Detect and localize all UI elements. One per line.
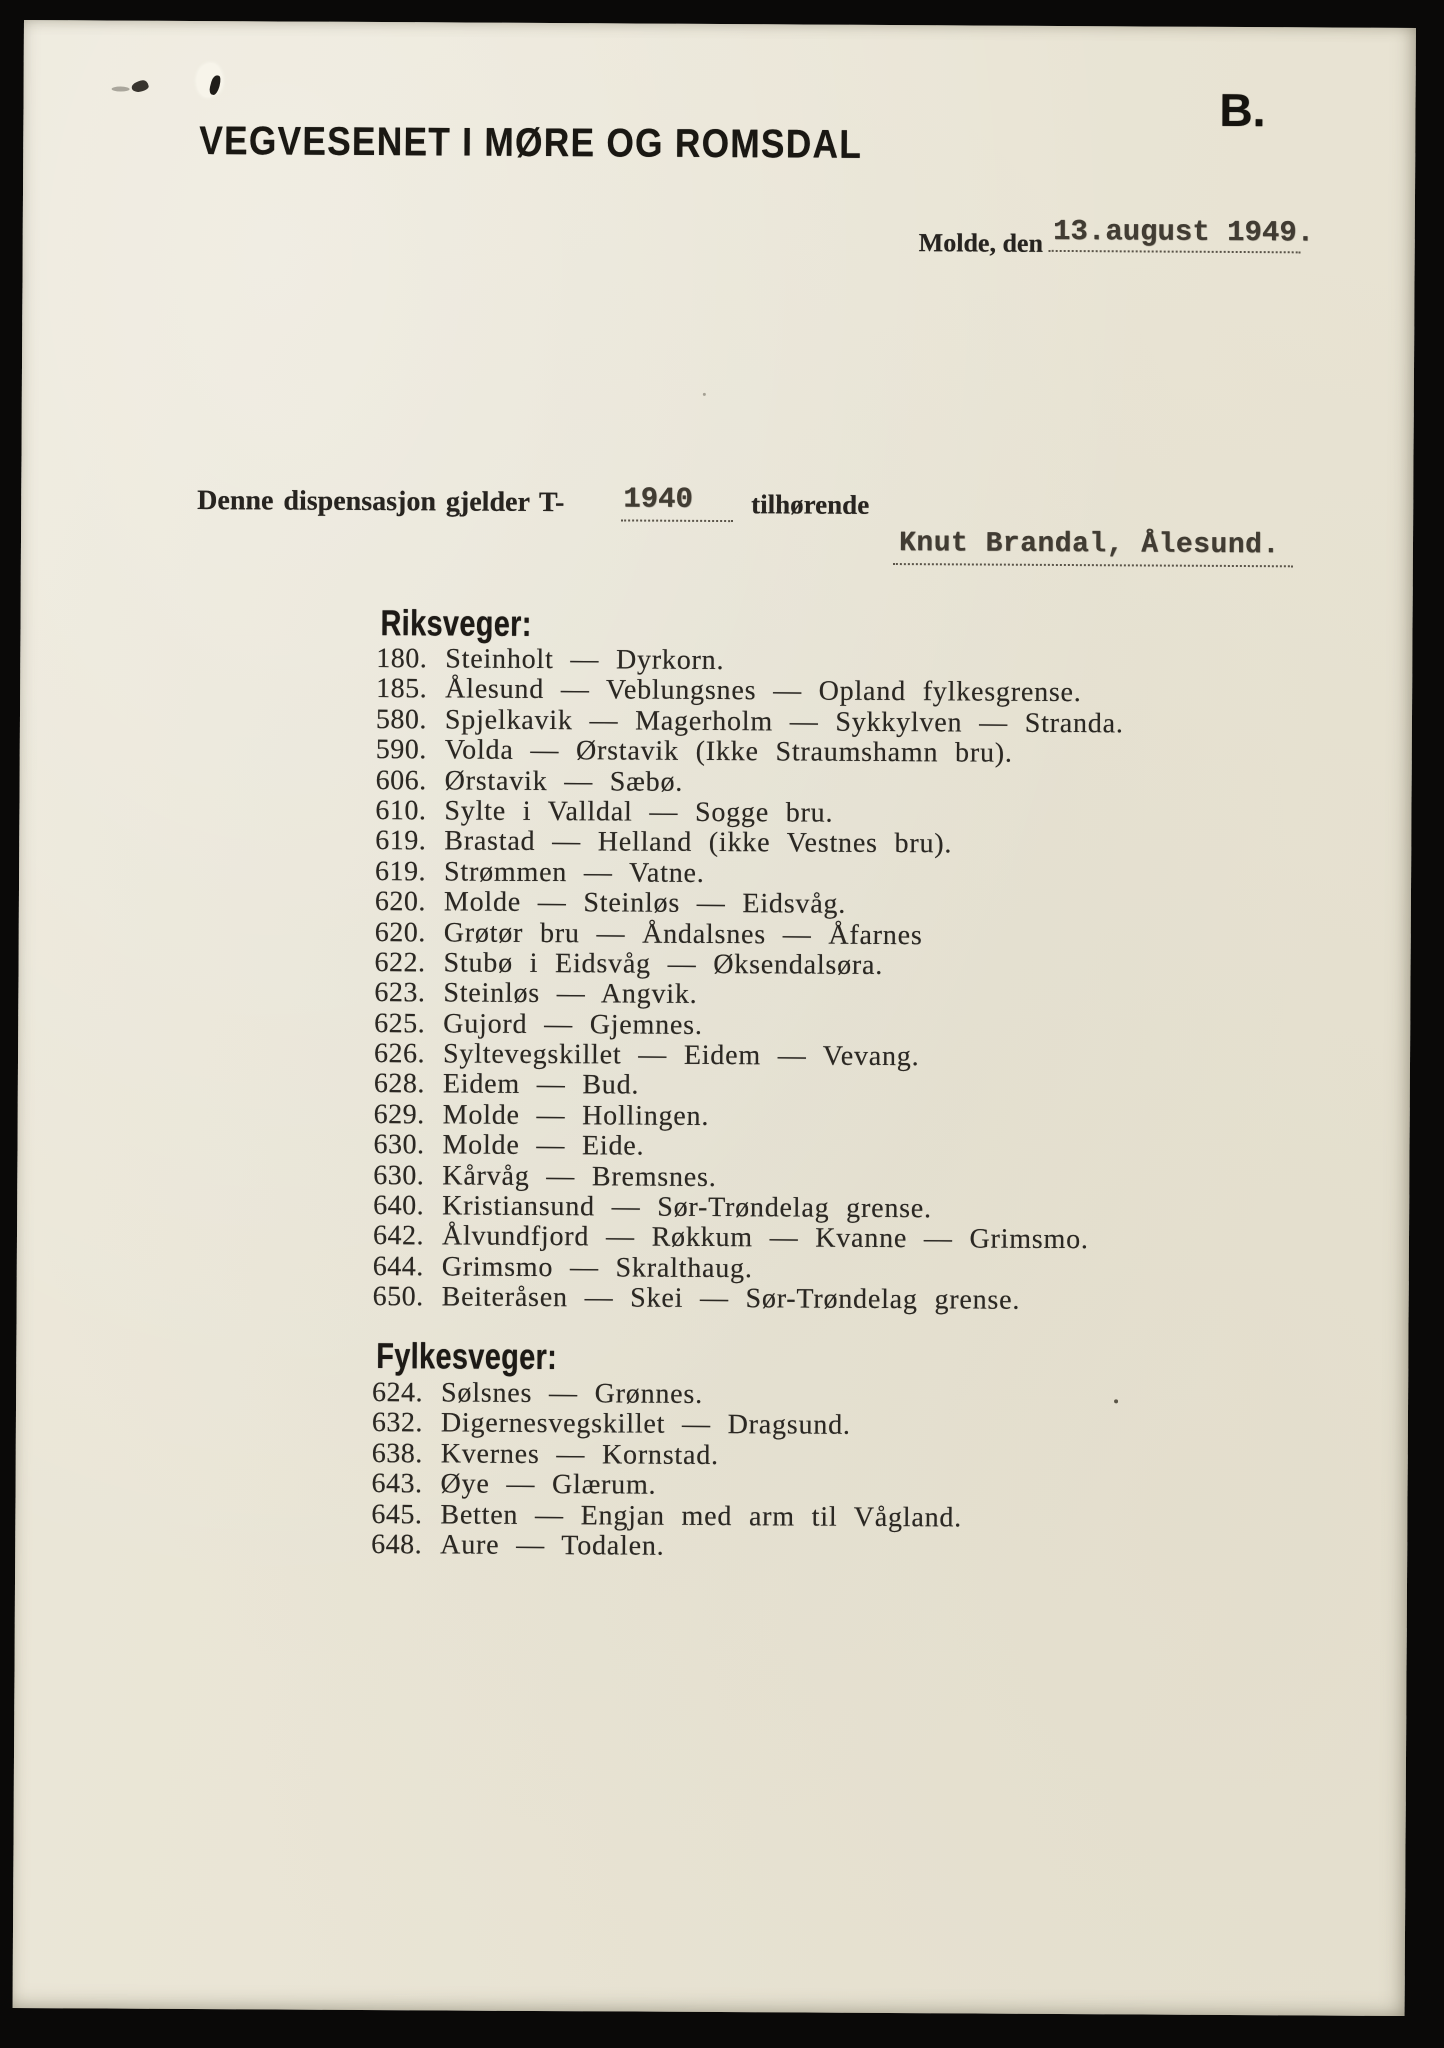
route-number: 648. xyxy=(371,1528,423,1561)
route-description: Grimsmo — Skralthaug. xyxy=(441,1251,753,1285)
route-number: 626. xyxy=(373,1038,426,1070)
route-number: 643. xyxy=(371,1468,423,1500)
route-number: 580. xyxy=(375,703,428,736)
route-description: Digernesvegskillet — Dragsund. xyxy=(440,1407,851,1442)
route-description: Molde — Steinløs — Eidsvåg. xyxy=(443,886,847,920)
route-description: Beiteråsen — Skei — Sør-Trøndelag grense. xyxy=(441,1281,1021,1316)
route-number: 645. xyxy=(371,1498,423,1530)
route-number: 644. xyxy=(372,1250,424,1283)
route-description: Grøtør bru — Åndalsnes — Åfarnes xyxy=(443,916,923,951)
letterhead-title: VEGVESENET I MØRE OG ROMSDAL xyxy=(199,119,863,167)
route-number: 606. xyxy=(375,764,427,796)
route-description: Spjelkavik — Magerholm — Sykkylven — Stranda. xyxy=(444,704,1124,740)
route-description: Volda — Ørstavik (Ikke Straumshamn bru). xyxy=(444,734,1013,769)
route-number: 619. xyxy=(375,825,427,857)
route-number: 619. xyxy=(375,855,427,888)
route-number: 624. xyxy=(372,1377,424,1409)
route-row xyxy=(371,1530,1311,1566)
route-row xyxy=(373,1282,1313,1318)
permit-number-field xyxy=(621,479,733,522)
riksveger-list xyxy=(373,644,1317,1318)
owner-field xyxy=(893,523,1293,567)
route-description: Ålvundfjord — Røkkum — Kvanne — Grimsmo. xyxy=(441,1220,1089,1256)
dispensation-middle: tilhørende xyxy=(751,489,870,520)
route-number: 620. xyxy=(374,886,427,918)
fylkesveger-list xyxy=(371,1378,1312,1566)
route-number: 632. xyxy=(371,1407,424,1439)
route-number: 180. xyxy=(376,643,428,675)
dispensation-prefix: Denne dispensasjon gjelder T- xyxy=(197,485,565,519)
date-printed-label: Molde, den xyxy=(918,228,1044,258)
route-description: Molde — Hollingen. xyxy=(442,1099,710,1132)
section-heading-fylkesveger: Fylkesveger: xyxy=(376,1335,558,1378)
route-number: 185. xyxy=(376,673,428,705)
route-description: Betten — Engjan med arm til Vågland. xyxy=(440,1498,963,1533)
paper-speck xyxy=(703,393,706,396)
route-description: Aure — Todalen. xyxy=(440,1529,665,1562)
route-number: 642. xyxy=(372,1220,425,1252)
route-description: Kårvåg — Bremsnes. xyxy=(442,1160,717,1193)
route-number: 630. xyxy=(373,1159,425,1191)
section-heading-riksveger: Riksveger: xyxy=(380,602,532,644)
route-description: Sølsnes — Grønnes. xyxy=(441,1377,704,1410)
route-number: 630. xyxy=(373,1129,425,1161)
corner-label: B. xyxy=(1219,83,1266,137)
route-number: 650. xyxy=(372,1281,424,1313)
route-description: Sylte i Valldal — Sogge bru. xyxy=(444,795,834,829)
route-description: Stubø i Eidsvåg — Øksendalsøra. xyxy=(443,947,884,981)
route-number: 620. xyxy=(374,916,426,948)
route-description: Steinløs — Angvik. xyxy=(443,977,698,1011)
route-number: 622. xyxy=(374,946,426,979)
route-description: Kristiansund — Sør-Trøndelag grense. xyxy=(442,1190,932,1225)
route-description: Steinholt — Dyrkorn. xyxy=(445,643,725,677)
date-field xyxy=(1049,214,1315,253)
paper xyxy=(13,20,1416,2016)
route-number: 638. xyxy=(371,1437,423,1470)
ink-smudge-tail xyxy=(112,87,130,92)
route-description: Ørstavik — Sæbø. xyxy=(444,764,684,798)
ink-smudge xyxy=(131,80,149,93)
route-description: Ålesund — Veblungsnes — Opland fylkesgrense. xyxy=(445,673,1082,709)
owner-value: Knut Brandal, Ålesund. xyxy=(898,528,1280,562)
route-number: 623. xyxy=(374,977,426,1009)
route-number: 610. xyxy=(375,794,427,827)
permit-number-value: 1940 xyxy=(623,482,693,516)
route-number: 640. xyxy=(373,1190,425,1222)
route-description: Brastad — Helland (ikke Vestnes bru). xyxy=(444,825,953,860)
route-number: 628. xyxy=(373,1068,425,1100)
route-description: Øye — Glærum. xyxy=(440,1468,657,1501)
route-description: Eidem — Bud. xyxy=(442,1068,640,1102)
route-number: 590. xyxy=(375,734,427,766)
date-line xyxy=(918,213,1315,260)
route-description: Molde — Eide. xyxy=(442,1129,645,1162)
route-description: Kvernes — Kornstad. xyxy=(440,1438,719,1471)
route-number: 625. xyxy=(374,1007,426,1040)
route-number: 629. xyxy=(373,1098,425,1131)
route-description: Syltevegskillet — Eidem — Vevang. xyxy=(442,1038,920,1073)
date-typed-value: 13.august 1949. xyxy=(1052,214,1315,250)
route-description: Strømmen — Vatne. xyxy=(444,856,705,889)
route-description: Gujord — Gjemnes. xyxy=(443,1008,703,1041)
